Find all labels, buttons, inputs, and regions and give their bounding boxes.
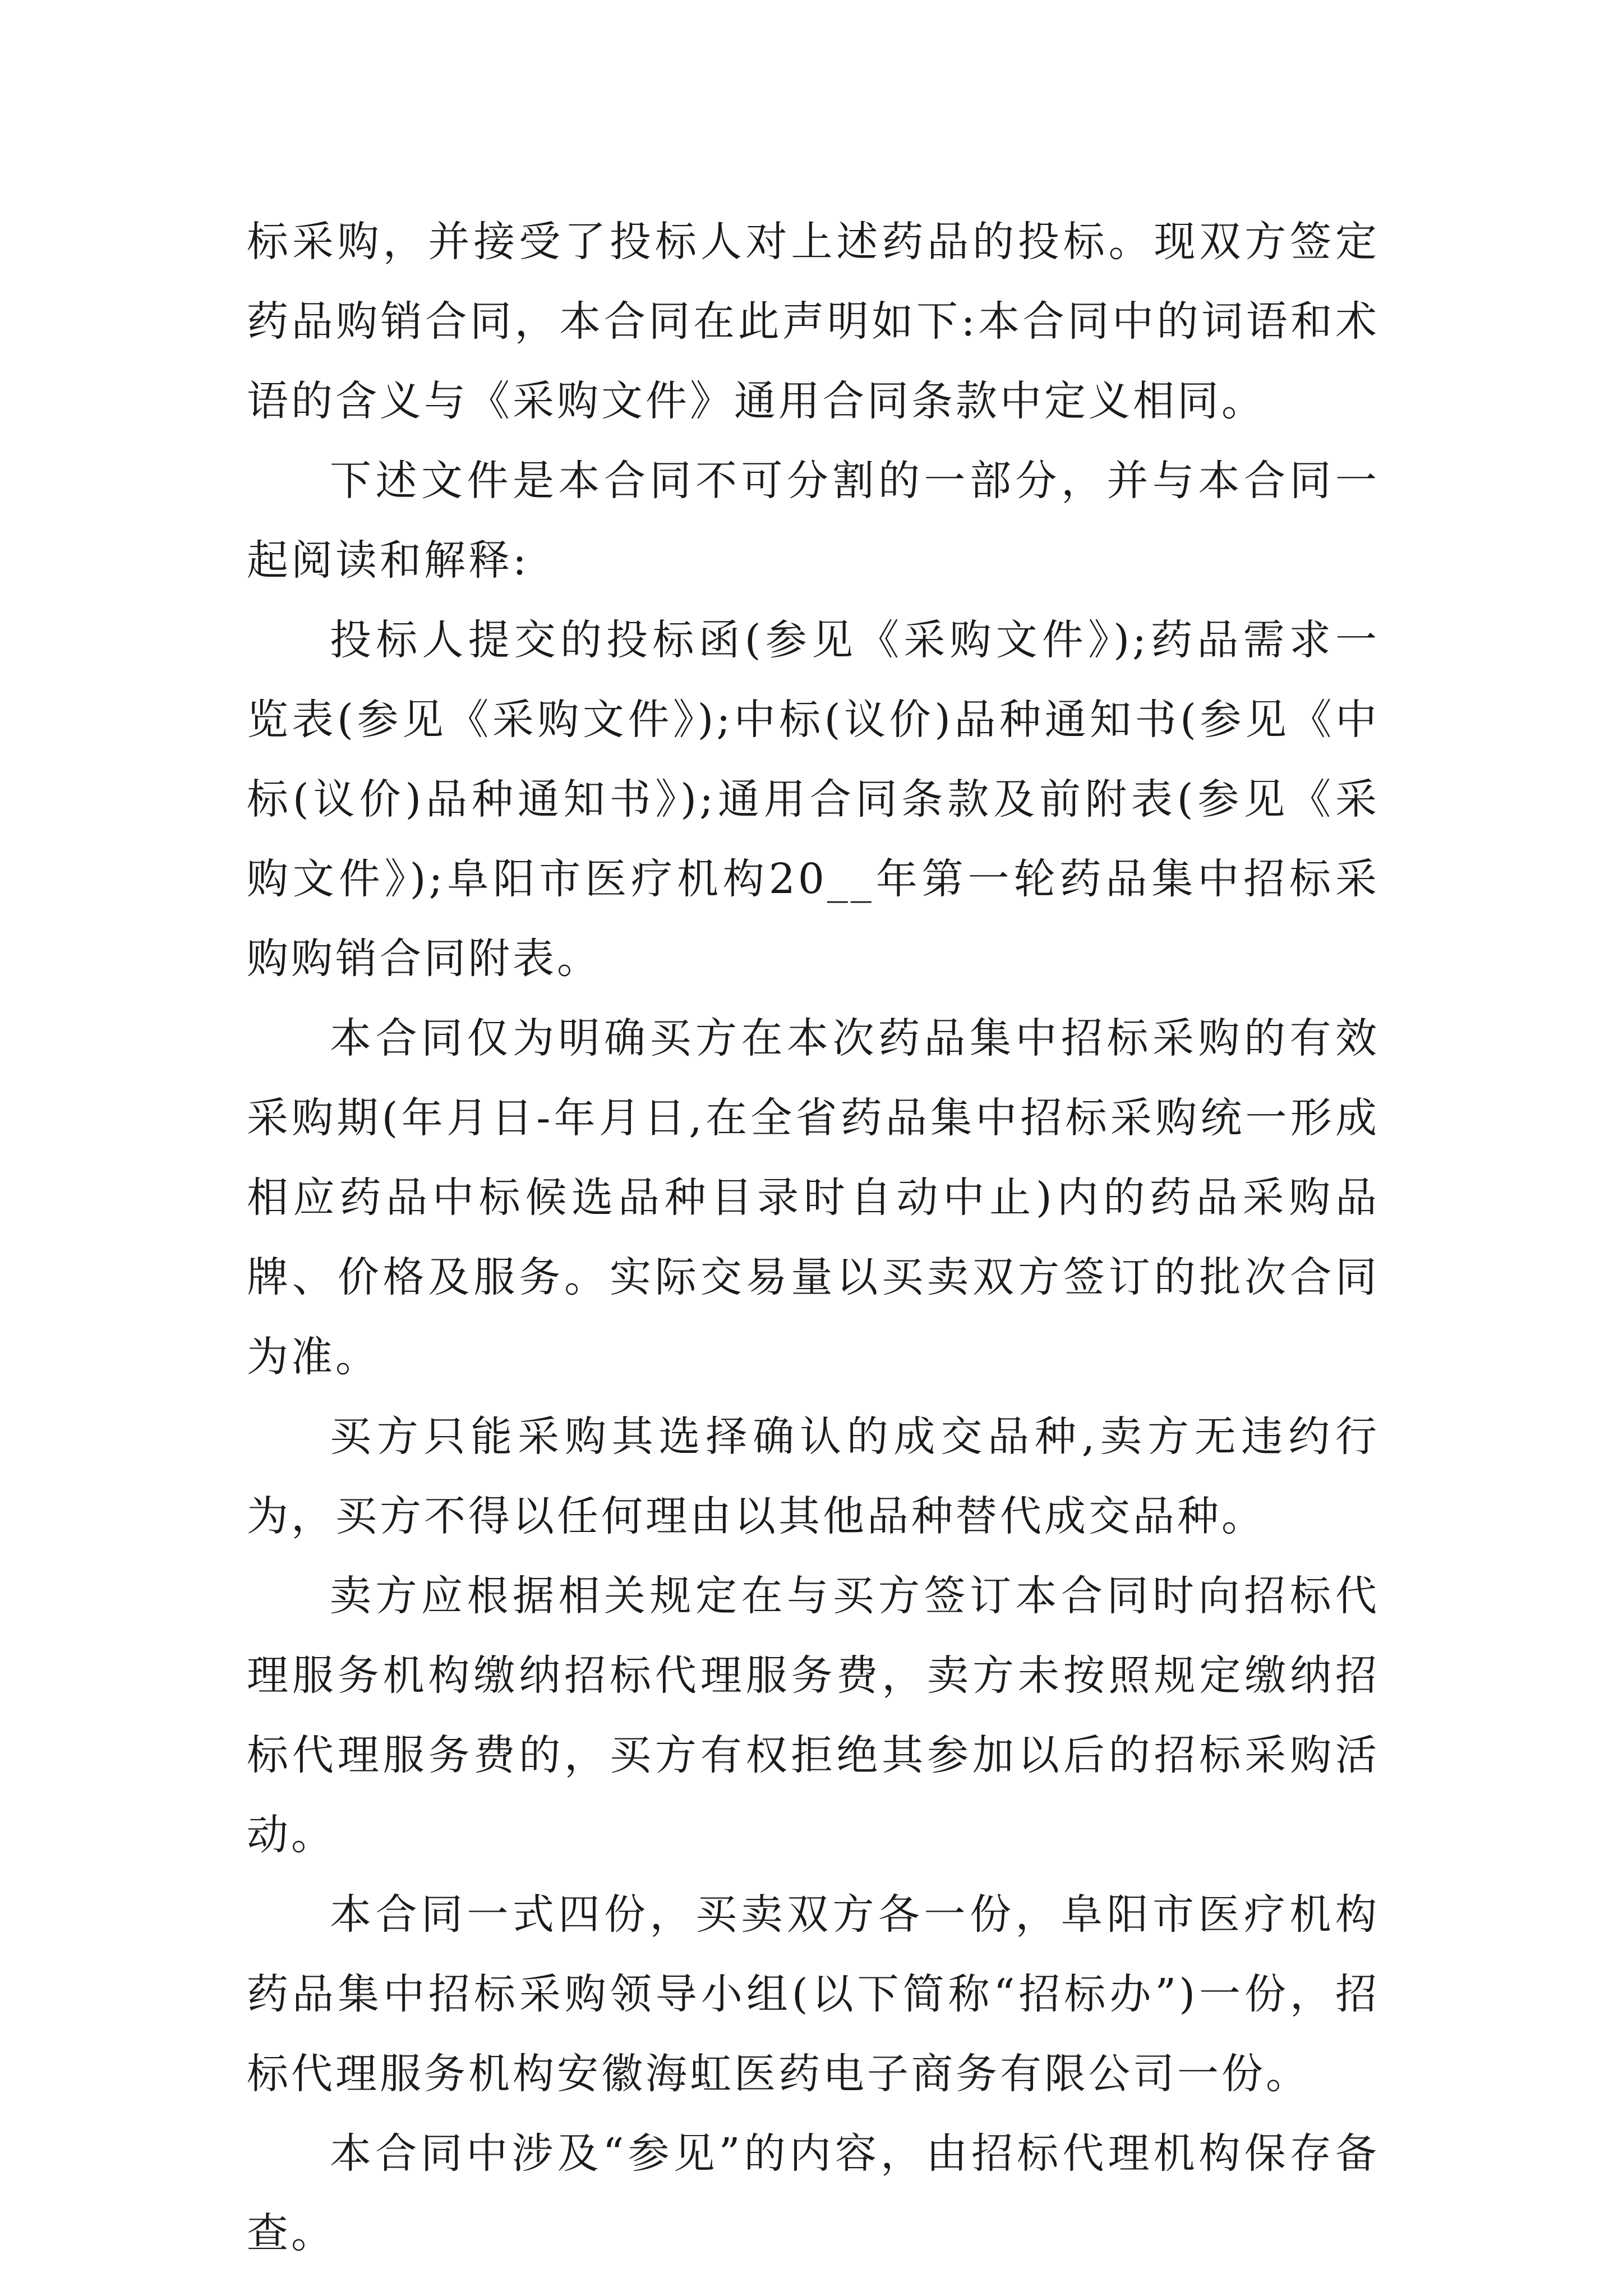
paragraph-procurement-period: 本合同仅为明确买方在本次药品集中招标采购的有效采购期(年月日-年月日,在全省药品集中招标采购统一形成相应药品中标候选品种目录时自动中止)内的药品采购品牌、价格及服务。实际交易量以买卖双方签订的批次合同为准。 — [247, 1014, 1380, 1381]
paragraph-continuation: 标采购，并接受了投标人对上述药品的投标。现双方签定药品购销合同，本合同在此声明如下:本合同中的词语和术语的含义与《采购文件》通用合同条款中定义相同。 — [247, 218, 1380, 425]
document-body — [247, 202, 1380, 2273]
paragraph-buyer-restriction: 买方只能采购其选择确认的成交品种,卖方无违约行为，买方不得以任何理由以其他品种替代成交品种。 — [247, 1412, 1380, 1540]
paragraph-service-fee: 卖方应根据相关规定在与买方签订本合同时向招标代理服务机构缴纳招标代理服务费，卖方未按照规定缴纳招标代理服务费的，买方有权拒绝其参加以后的招标采购活动。 — [247, 1572, 1380, 1859]
paragraph-reference-storage: 本合同中涉及“参见”的内容，由招标代理机构保存备查。 — [247, 2129, 1380, 2257]
paragraph-document-list: 投标人提交的投标函(参见《采购文件》);药品需求一览表(参见《采购文件》);中标(议价)品种通知书(参见《中标(议价)品种通知书》);通用合同条款及前附表(参见《采购文件》);阜阳市医疗机构20__年第一轮药品集中招标采购购销合同附表。 — [247, 616, 1380, 983]
paragraph-copies: 本合同一式四份，买卖双方各一份，阜阳市医疗机构药品集中招标采购领导小组(以下简称“招标办”)一份，招标代理服务机构安徽海虹医药电子商务有限公司一份。 — [247, 1890, 1380, 2098]
paragraph-attached-documents: 下述文件是本合同不可分割的一部分，并与本合同一起阅读和解释: — [247, 457, 1380, 585]
